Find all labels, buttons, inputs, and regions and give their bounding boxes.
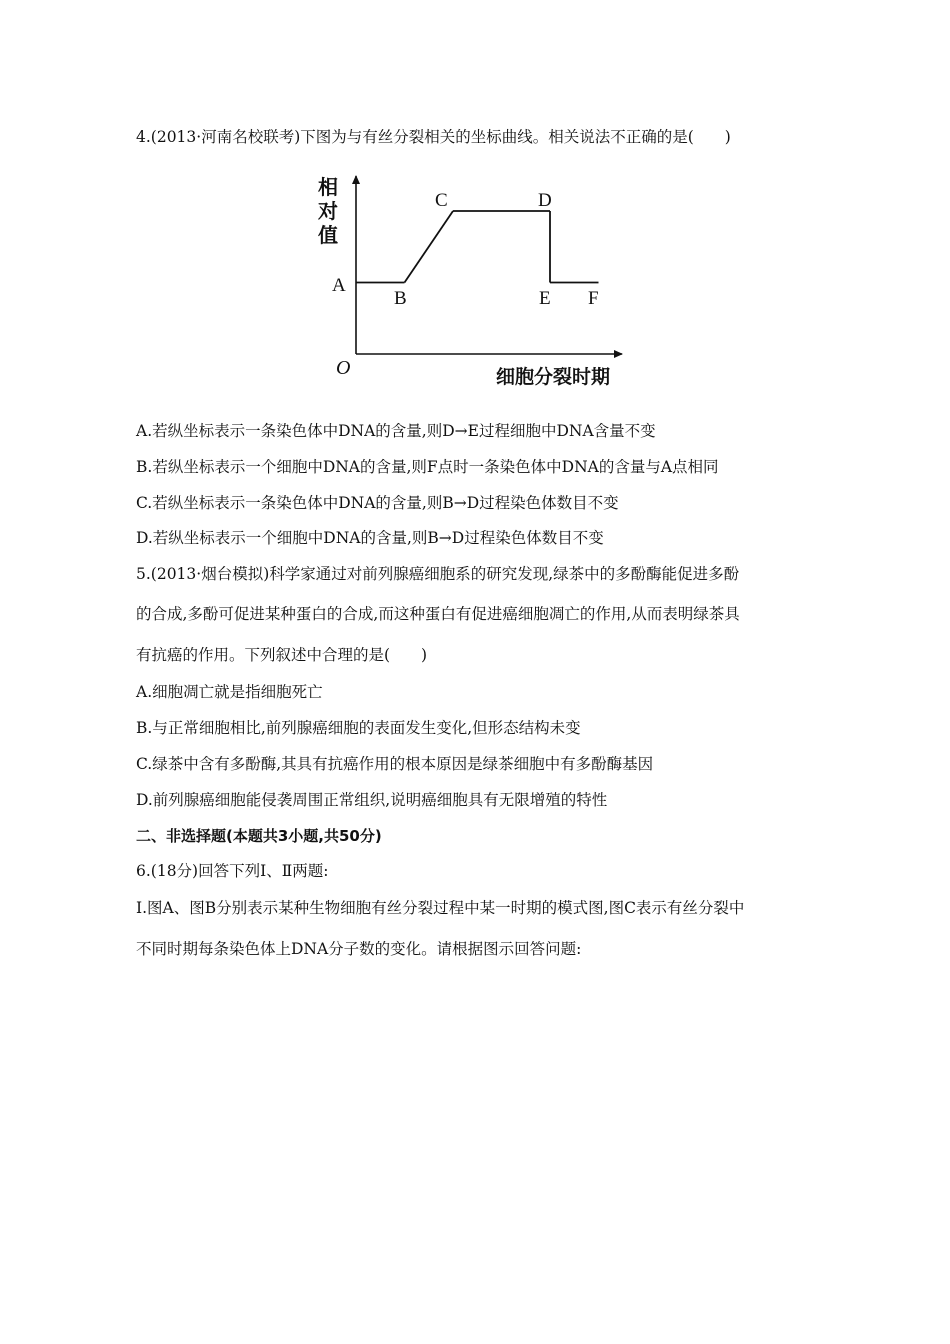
q5-option-d: D.前列腺癌细胞能侵袭周围正常组织,说明癌细胞具有无限增殖的特性 [136,791,608,809]
q4-option-d: D.若纵坐标表示一个细胞中DNA的含量,则B→D过程染色体数目不变 [136,529,604,547]
q6-stem: 6.(18分)回答下列Ⅰ、Ⅱ两题: [136,862,329,880]
q4-option-c: C.若纵坐标表示一条染色体中DNA的含量,则B→D过程染色体数目不变 [136,494,619,512]
y-axis-label-char-1: 相 [318,175,338,199]
q4-option-a: A.若纵坐标表示一条染色体中DNA的含量,则D→E过程细胞中DNA含量不变 [136,422,656,440]
curve-layer [356,211,599,283]
point-label-e: E [539,288,551,309]
dna-curve-figure [310,168,660,400]
point-label-d: D [538,190,552,211]
x-axis-label: 细胞分裂时期 [496,366,611,388]
q5-stem-line-3: 有抗癌的作用。下列叙述中合理的是( ) [136,646,428,664]
section-heading: 二、非选择题(本题共3小题,共50分) [136,827,382,845]
point-label-a: A [332,275,346,296]
q6-part1-line-1: Ⅰ.图A、图B分别表示某种生物细胞有丝分裂过程中某一时期的模式图,图C表示有丝分裂中 [136,899,745,917]
y-axis-label-char-2: 对 [318,199,338,223]
point-label-c: C [435,190,448,211]
curve-segment-b-c [405,211,454,283]
origin-label: O [336,357,351,379]
point-label-b: B [394,288,407,309]
q4-option-b: B.若纵坐标表示一个细胞中DNA的含量,则F点时一条染色体中DNA的含量与A点相同 [136,458,719,476]
y-axis-label-char-3: 值 [318,223,338,247]
q5-stem-line-1: 5.(2013·烟台模拟)科学家通过对前列腺癌细胞系的研究发现,绿茶中的多酚酶能促进多酚 [136,565,740,583]
point-label-f: F [588,288,599,309]
q4-stem: 4.(2013·河南名校联考)下图为与有丝分裂相关的坐标曲线。相关说法不正确的是( ) [136,128,731,146]
q5-stem-line-2: 的合成,多酚可促进某种蛋白的合成,而这种蛋白有促进癌细胞凋亡的作用,从而表明绿茶具 [136,605,740,623]
q5-option-a: A.细胞凋亡就是指细胞死亡 [136,683,323,701]
q6-part1-line-2: 不同时期每条染色体上DNA分子数的变化。请根据图示回答问题: [136,940,582,958]
q5-option-b: B.与正常细胞相比,前列腺癌细胞的表面发生变化,但形态结构未变 [136,719,581,737]
q5-option-c: C.绿茶中含有多酚酶,其具有抗癌作用的根本原因是绿茶细胞中有多酚酶基因 [136,755,654,773]
